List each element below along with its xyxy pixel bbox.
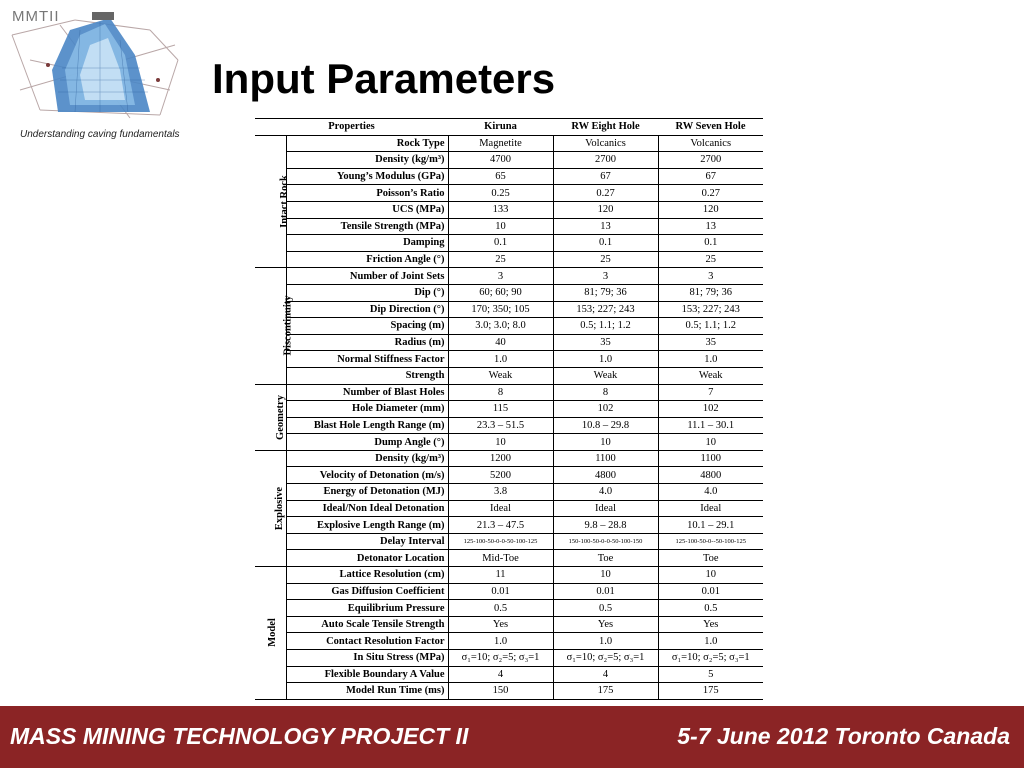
property-value: 133 [448, 201, 553, 218]
property-value: 35 [553, 334, 658, 351]
table-row [255, 417, 763, 434]
property-value: 11 [448, 567, 553, 584]
property-value: 3.0; 3.0; 8.0 [448, 318, 553, 335]
property-value: 67 [553, 168, 658, 185]
table-row [255, 334, 763, 351]
table-row [255, 616, 763, 633]
property-name: Number of Joint Sets [286, 268, 448, 285]
property-name: Spacing (m) [286, 318, 448, 335]
property-name: Dip (°) [286, 284, 448, 301]
table-row [255, 484, 763, 501]
property-name: Dump Angle (°) [286, 434, 448, 451]
property-value: Weak [448, 367, 553, 384]
section-label-cell [255, 384, 286, 450]
property-value: 0.1 [448, 235, 553, 252]
property-value: 4 [553, 666, 658, 683]
property-value: 7 [658, 384, 763, 401]
table-row [255, 450, 763, 467]
table-row [255, 251, 763, 268]
property-value: 1100 [553, 450, 658, 467]
header-rw-seven-hole: RW Seven Hole [658, 119, 763, 136]
property-value: 2700 [658, 152, 763, 169]
property-value: 1100 [658, 450, 763, 467]
property-value: 125-100-50-0--50-100-125 [658, 533, 763, 550]
property-name: Young’s Modulus (GPa) [286, 168, 448, 185]
property-name: Equilibrium Pressure [286, 600, 448, 617]
property-name: Normal Stiffness Factor [286, 351, 448, 368]
property-name: Friction Angle (°) [286, 251, 448, 268]
table-row [255, 567, 763, 584]
property-value: 2700 [553, 152, 658, 169]
table-row [255, 218, 763, 235]
section-label: Discontinuity [282, 295, 294, 356]
property-value: 35 [658, 334, 763, 351]
property-value: 0.01 [658, 583, 763, 600]
property-value: 0.5 [448, 600, 553, 617]
property-value: 11.1 – 30.1 [658, 417, 763, 434]
property-value: Weak [658, 367, 763, 384]
table-row [255, 683, 763, 700]
property-value: 0.1 [553, 235, 658, 252]
property-value: 1200 [448, 450, 553, 467]
property-value: Ideal [448, 500, 553, 517]
property-value: 1.0 [553, 633, 658, 650]
property-name: Model Run Time (ms) [286, 683, 448, 700]
table-row [255, 135, 763, 152]
property-value: 175 [553, 683, 658, 700]
property-name: UCS (MPa) [286, 201, 448, 218]
property-value: Mid-Toe [448, 550, 553, 567]
table-row [255, 434, 763, 451]
table-row [255, 351, 763, 368]
property-value: 40 [448, 334, 553, 351]
section-label-cell [255, 268, 294, 384]
table-row [255, 583, 763, 600]
table-row [255, 268, 763, 285]
header-rw-eight-hole: RW Eight Hole [553, 119, 658, 136]
table-row [255, 500, 763, 517]
property-value: 125-100-50-0-0-50-100-125 [448, 533, 553, 550]
property-name: Hole Diameter (mm) [286, 401, 448, 418]
property-value: 0.25 [448, 185, 553, 202]
property-value: 25 [658, 251, 763, 268]
property-value: 4800 [553, 467, 658, 484]
property-value: 23.3 – 51.5 [448, 417, 553, 434]
property-value: 5200 [448, 467, 553, 484]
property-value: 1.0 [448, 633, 553, 650]
property-value: 8 [448, 384, 553, 401]
property-value: Toe [553, 550, 658, 567]
property-name: Lattice Resolution (cm) [286, 567, 448, 584]
table-row [255, 301, 763, 318]
section-label-cell [255, 135, 290, 268]
property-name: Gas Diffusion Coefficient [286, 583, 448, 600]
table-row [255, 633, 763, 650]
property-value: 10 [658, 567, 763, 584]
property-value: 0.5 [658, 600, 763, 617]
property-name: Dip Direction (°) [286, 301, 448, 318]
property-value: 81; 79; 36 [658, 284, 763, 301]
property-value: 10 [553, 567, 658, 584]
property-value: 102 [553, 401, 658, 418]
property-value: 3 [658, 268, 763, 285]
table-row [255, 367, 763, 384]
property-value: 81; 79; 36 [553, 284, 658, 301]
property-name: Blast Hole Length Range (m) [286, 417, 448, 434]
table-row [255, 666, 763, 683]
property-value: 0.5; 1.1; 1.2 [658, 318, 763, 335]
section-label: Model [266, 618, 278, 648]
property-name: Ideal/Non Ideal Detonation [286, 500, 448, 517]
property-value: Ideal [658, 500, 763, 517]
property-value: 25 [553, 251, 658, 268]
table-row [255, 467, 763, 484]
property-value: 120 [553, 201, 658, 218]
property-value: 21.3 – 47.5 [448, 517, 553, 534]
property-name: Detonator Location [286, 550, 448, 567]
property-value: Magnetite [448, 135, 553, 152]
property-value: Yes [658, 616, 763, 633]
property-value: 1.0 [553, 351, 658, 368]
section-label: Geometry [274, 394, 286, 440]
table-row [255, 284, 763, 301]
property-name: Delay Interval [286, 533, 448, 550]
property-name: Density (kg/m³) [286, 450, 448, 467]
property-value: 1.0 [448, 351, 553, 368]
property-name: Explosive Length Range (m) [286, 517, 448, 534]
table-body [255, 135, 763, 699]
property-value: 60; 60; 90 [448, 284, 553, 301]
property-value: 13 [553, 218, 658, 235]
table-row [255, 401, 763, 418]
table-row [255, 318, 763, 335]
header-kiruna: Kiruna [448, 119, 553, 136]
property-value: 4800 [658, 467, 763, 484]
property-value: 0.01 [553, 583, 658, 600]
property-value: 120 [658, 201, 763, 218]
property-name: Radius (m) [286, 334, 448, 351]
property-value: 25 [448, 251, 553, 268]
table-row [255, 185, 763, 202]
section-label-cell [255, 567, 286, 700]
table-row [255, 152, 763, 169]
table-row [255, 650, 763, 667]
logo-wordmark: MMTII [12, 8, 60, 25]
property-value: 4.0 [553, 484, 658, 501]
property-value: 1.0 [658, 633, 763, 650]
property-value: Ideal [553, 500, 658, 517]
header-properties: Properties [255, 119, 448, 136]
property-value: 153; 227; 243 [658, 301, 763, 318]
footer-event-date: 5-7 June 2012 Toronto Canada [677, 723, 1010, 749]
property-value: 0.5 [553, 600, 658, 617]
property-name: Number of Blast Holes [286, 384, 448, 401]
property-value: 4.0 [658, 484, 763, 501]
property-name: Energy of Detonation (MJ) [286, 484, 448, 501]
property-value: Yes [448, 616, 553, 633]
property-value: 3 [553, 268, 658, 285]
property-value: 4 [448, 666, 553, 683]
table-row [255, 517, 763, 534]
property-value: 0.1 [658, 235, 763, 252]
property-value: 150 [448, 683, 553, 700]
table-row [255, 550, 763, 567]
property-name: Tensile Strength (MPa) [286, 218, 448, 235]
table-row [255, 384, 763, 401]
property-value: 10 [553, 434, 658, 451]
property-value: 3.8 [448, 484, 553, 501]
property-name: In Situ Stress (MPa) [286, 650, 448, 667]
property-value: 0.01 [448, 583, 553, 600]
property-value: 67 [658, 168, 763, 185]
property-name: Damping [286, 235, 448, 252]
property-value: 9.8 – 28.8 [553, 517, 658, 534]
section-label: Intact Rock [278, 175, 290, 228]
table-row [255, 201, 763, 218]
property-value: Volcanics [658, 135, 763, 152]
property-value: 0.27 [658, 185, 763, 202]
property-value: 170; 350; 105 [448, 301, 553, 318]
logo-tagline: Understanding caving fundamentals [20, 129, 180, 140]
property-value: 3 [448, 268, 553, 285]
footer-project-name: MASS MINING TECHNOLOGY PROJECT II [10, 723, 469, 749]
property-name: Auto Scale Tensile Strength [286, 616, 448, 633]
property-value: 1.0 [658, 351, 763, 368]
property-value: 10.8 – 29.8 [553, 417, 658, 434]
section-label-cell [255, 450, 286, 566]
property-value: 10 [658, 434, 763, 451]
footer-bar [0, 706, 1024, 768]
property-value: Yes [553, 616, 658, 633]
property-value: 115 [448, 401, 553, 418]
property-value: 8 [553, 384, 658, 401]
property-name: Velocity of Detonation (m/s) [286, 467, 448, 484]
table-row [255, 235, 763, 252]
page-title: Input Parameters [212, 55, 556, 102]
property-value: σ₁=10; σ₂=5; σ₃=1 [658, 650, 763, 667]
mmtii-logo [0, 0, 195, 150]
section-label: Explosive [274, 486, 286, 531]
property-name: Contact Resolution Factor [286, 633, 448, 650]
property-value: 4700 [448, 152, 553, 169]
property-value: 10.1 – 29.1 [658, 517, 763, 534]
property-name: Density (kg/m³) [286, 152, 448, 169]
table-row [255, 600, 763, 617]
property-value: 0.27 [553, 185, 658, 202]
property-value: Toe [658, 550, 763, 567]
property-value: 175 [658, 683, 763, 700]
property-value: σ₁=10; σ₂=5; σ₃=1 [553, 650, 658, 667]
property-name: Strength [286, 367, 448, 384]
property-value: Weak [553, 367, 658, 384]
property-value: 150-100-50-0-0-50-100-150 [553, 533, 658, 550]
property-value: 10 [448, 218, 553, 235]
property-value: 153; 227; 243 [553, 301, 658, 318]
table-header-row [255, 119, 763, 136]
property-value: σ₁=10; σ₂=5; σ₃=1 [448, 650, 553, 667]
table-row [255, 533, 763, 550]
property-value: 65 [448, 168, 553, 185]
property-value: 0.5; 1.1; 1.2 [553, 318, 658, 335]
property-value: 10 [448, 434, 553, 451]
property-name: Flexible Boundary A Value [286, 666, 448, 683]
property-name: Rock Type [286, 135, 448, 152]
property-value: 13 [658, 218, 763, 235]
property-value: 102 [658, 401, 763, 418]
property-value: 5 [658, 666, 763, 683]
property-value: Volcanics [553, 135, 658, 152]
table-row [255, 168, 763, 185]
input-parameters-table [255, 118, 763, 700]
property-name: Poisson’s Ratio [286, 185, 448, 202]
